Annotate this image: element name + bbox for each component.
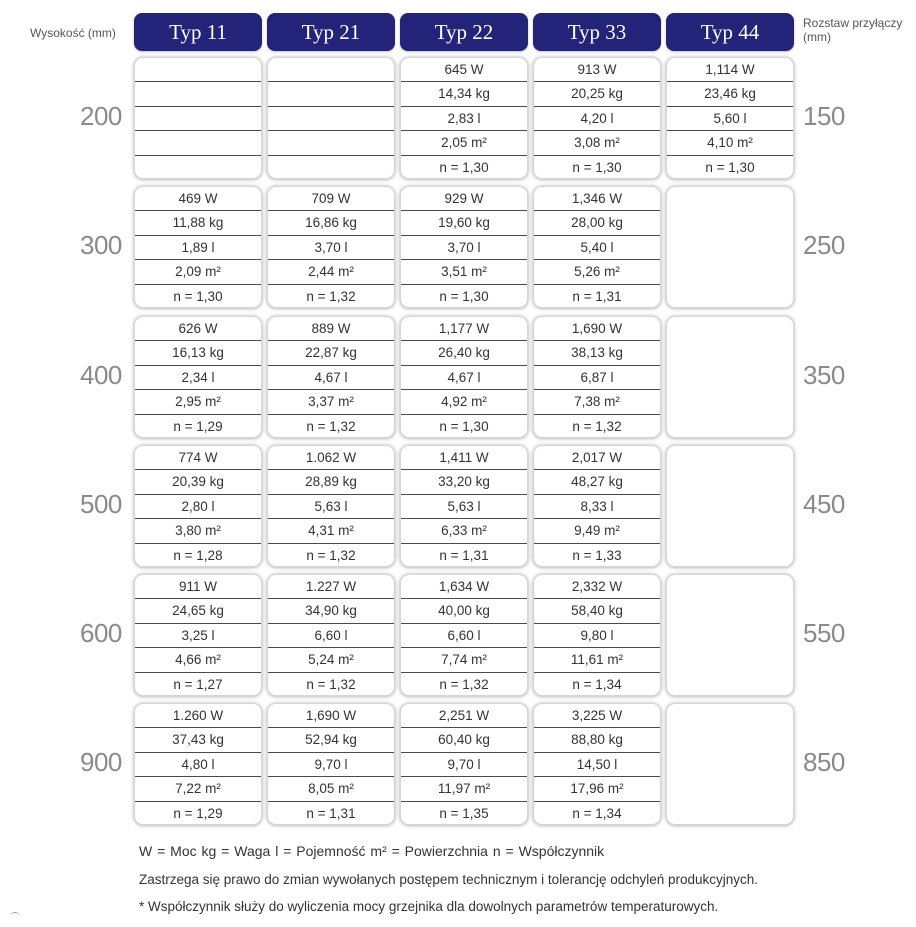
spec-value: n = 1,32: [439, 676, 489, 692]
height-label: 500: [80, 489, 122, 519]
spec-cell: [666, 186, 794, 308]
spec-value: 889 W: [268, 317, 394, 341]
spec-value: [667, 777, 793, 801]
spec-value: 5,60 l: [667, 107, 793, 131]
spec-value: 2,80 l: [135, 495, 261, 519]
spec-value: 3,225 W: [534, 704, 660, 728]
spec-cell: [533, 57, 661, 179]
spec-cell: [134, 316, 262, 438]
spec-value: 913 W: [534, 58, 660, 82]
spec-value: n = 1,30: [439, 418, 489, 434]
spec-value: n = 1,33: [572, 547, 622, 563]
spec-value: [667, 519, 793, 543]
spec-cell: [267, 703, 395, 825]
spec-value: [667, 648, 793, 672]
spec-value: 3,51 m²: [401, 260, 527, 284]
spacing-label: 350: [803, 360, 845, 390]
spec-value: 52,94 kg: [268, 728, 394, 752]
spec-value: 1,177 W: [401, 317, 527, 341]
spec-value: 24,65 kg: [135, 599, 261, 623]
spec-value: 3,37 m²: [268, 390, 394, 414]
spec-value: 1.260 W: [135, 704, 261, 728]
spacing-label: 550: [803, 618, 845, 648]
spec-value: 20,39 kg: [135, 470, 261, 494]
spec-value: 3,80 m²: [135, 519, 261, 543]
spec-value: n = 1,29: [173, 805, 223, 821]
spec-value: [268, 131, 394, 155]
spec-value: 626 W: [135, 317, 261, 341]
spec-cell: [400, 574, 528, 696]
spec-value: 2,05 m²: [401, 131, 527, 155]
spec-value: [667, 415, 793, 438]
spec-value: [667, 236, 793, 260]
spec-value: 2,251 W: [401, 704, 527, 728]
spec-value: n = 1,30: [173, 288, 223, 304]
spec-cell: [400, 445, 528, 567]
spec-value: 3,08 m²: [534, 131, 660, 155]
spec-value: n = 1,31: [572, 288, 622, 304]
spec-value: [667, 599, 793, 623]
spec-value: [268, 107, 394, 131]
spec-value: [667, 495, 793, 519]
spec-value: 7,22 m²: [135, 777, 261, 801]
spec-value: 1,690 W: [268, 704, 394, 728]
spec-cell: [267, 57, 395, 179]
spec-value: [667, 470, 793, 494]
spec-value: [667, 728, 793, 752]
height-label: 600: [80, 618, 122, 648]
spec-value: 28,00 kg: [534, 211, 660, 235]
spec-value: n = 1,32: [572, 418, 622, 434]
spec-value: n = 1,30: [572, 159, 622, 175]
spacing-label: 850: [803, 747, 845, 777]
spec-value: 14,50 l: [534, 753, 660, 777]
spec-value: 5,40 l: [534, 236, 660, 260]
spec-value: 37,43 kg: [135, 728, 261, 752]
spec-cell: [533, 445, 661, 567]
spec-value: [667, 575, 793, 599]
spec-value: [135, 82, 261, 106]
spec-value: 20,25 kg: [534, 82, 660, 106]
spec-value: [135, 131, 261, 155]
spacing-label: 450: [803, 489, 845, 519]
spec-value: [667, 544, 793, 567]
spec-value: [268, 156, 394, 179]
spec-value: [135, 58, 261, 82]
spec-value: n = 1,27: [173, 676, 223, 692]
spec-value: 16,13 kg: [135, 341, 261, 365]
spec-cell: [134, 703, 262, 825]
type-header-2: Typ 21: [267, 13, 395, 51]
spec-value: [667, 446, 793, 470]
spec-cell: [666, 316, 794, 438]
spec-value: [667, 260, 793, 284]
spec-cell: [134, 445, 262, 567]
type-header-4: Typ 33: [533, 13, 661, 51]
spec-cell: [533, 703, 661, 825]
spec-value: 2,09 m²: [135, 260, 261, 284]
spec-value: 5,63 l: [268, 495, 394, 519]
spec-value: 774 W: [135, 446, 261, 470]
spec-value: 9,49 m²: [534, 519, 660, 543]
spec-value: 4,31 m²: [268, 519, 394, 543]
height-label: 200: [80, 101, 122, 131]
spacing-label: 150: [803, 101, 845, 131]
spec-cell: [134, 574, 262, 696]
coefficient-note: * Współczynnik służy do wyliczenia mocy grzejnika dla dowolnych parametrów temperaturowych.: [139, 899, 719, 914]
spec-value: 1,346 W: [534, 187, 660, 211]
spec-value: 9,80 l: [534, 624, 660, 648]
spacing-label: 250: [803, 230, 845, 260]
spec-value: [135, 156, 261, 179]
spec-cell: [666, 57, 794, 179]
spec-value: n = 1,32: [306, 547, 356, 563]
spacing-column-header: Rozstaw przyłączy (mm): [803, 16, 903, 44]
spec-cell: [533, 316, 661, 438]
spec-value: 2,332 W: [534, 575, 660, 599]
spec-value: n = 1,32: [306, 288, 356, 304]
spec-value: 19,60 kg: [401, 211, 527, 235]
spec-value: [667, 704, 793, 728]
spec-cell: [400, 57, 528, 179]
type-header-5: Typ 44: [666, 13, 794, 51]
spec-value: 16,86 kg: [268, 211, 394, 235]
spec-cell: [134, 57, 262, 179]
spec-value: 34,90 kg: [268, 599, 394, 623]
spec-value: 5,24 m²: [268, 648, 394, 672]
disclaimer-note: Zastrzega się prawo do zmian wywołanych postępem technicznym i tolerancję odchyleń produkcyjnych.: [139, 872, 759, 887]
type-header-3: Typ 22: [400, 13, 528, 51]
spec-value: [667, 341, 793, 365]
spec-cell: [400, 703, 528, 825]
height-label: 900: [80, 747, 122, 777]
spec-value: 8,05 m²: [268, 777, 394, 801]
spec-value: 11,97 m²: [401, 777, 527, 801]
spec-value: 5,63 l: [401, 495, 527, 519]
spec-value: 1,690 W: [534, 317, 660, 341]
spec-value: n = 1,31: [306, 805, 356, 821]
spec-value: [667, 317, 793, 341]
spec-value: n = 1,31: [439, 547, 489, 563]
spec-value: [268, 82, 394, 106]
height-label: 400: [80, 360, 122, 390]
spec-cell: [533, 574, 661, 696]
spec-value: 1,114 W: [667, 58, 793, 82]
spec-value: 22,87 kg: [268, 341, 394, 365]
spec-value: 9,70 l: [401, 753, 527, 777]
spec-cell: [400, 186, 528, 308]
spec-value: [667, 366, 793, 390]
spec-value: [667, 624, 793, 648]
spec-value: 4,10 m²: [667, 131, 793, 155]
spec-value: [667, 285, 793, 308]
spec-value: 6,60 l: [401, 624, 527, 648]
spec-value: 38,13 kg: [534, 341, 660, 365]
spec-value: 4,20 l: [534, 107, 660, 131]
spec-cell: [533, 186, 661, 308]
spec-value: [667, 211, 793, 235]
spec-cell: [267, 316, 395, 438]
spec-value: [667, 673, 793, 696]
spec-value: 11,88 kg: [135, 211, 261, 235]
spec-value: n = 1,30: [439, 288, 489, 304]
spec-cell: [666, 703, 794, 825]
spec-value: 4,80 l: [135, 753, 261, 777]
spec-cell: [267, 186, 395, 308]
spec-value: 3,25 l: [135, 624, 261, 648]
spec-value: n = 1,30: [439, 159, 489, 175]
spec-value: 5,26 m²: [534, 260, 660, 284]
spec-value: [667, 802, 793, 825]
spec-value: 1.062 W: [268, 446, 394, 470]
spec-value: 48,27 kg: [534, 470, 660, 494]
spec-value: 709 W: [268, 187, 394, 211]
corner-mark: [10, 912, 20, 919]
spec-value: 33,20 kg: [401, 470, 527, 494]
spec-value: 26,40 kg: [401, 341, 527, 365]
spec-value: 911 W: [135, 575, 261, 599]
spec-value: 58,40 kg: [534, 599, 660, 623]
spec-value: 11,61 m²: [534, 648, 660, 672]
spec-value: 6,87 l: [534, 366, 660, 390]
spec-value: 7,38 m²: [534, 390, 660, 414]
spec-value: 2,44 m²: [268, 260, 394, 284]
spec-value: 4,67 l: [401, 366, 527, 390]
spec-value: 2,83 l: [401, 107, 527, 131]
spec-value: 2,95 m²: [135, 390, 261, 414]
spec-value: [667, 753, 793, 777]
height-column-header: Wysokość (mm): [30, 26, 116, 40]
spec-cell: [400, 316, 528, 438]
spec-value: [268, 58, 394, 82]
spec-value: 88,80 kg: [534, 728, 660, 752]
spec-value: 60,40 kg: [401, 728, 527, 752]
spec-value: 2,017 W: [534, 446, 660, 470]
spec-value: 929 W: [401, 187, 527, 211]
height-label: 300: [80, 230, 122, 260]
spec-value: n = 1,28: [173, 547, 223, 563]
legend: W = Moc kg = Waga l = Pojemność m² = Powierzchnia n = Współczynnik: [139, 843, 605, 859]
spec-value: 645 W: [401, 58, 527, 82]
spec-value: n = 1,34: [572, 676, 622, 692]
spec-value: 4,92 m²: [401, 390, 527, 414]
spec-value: 17,96 m²: [534, 777, 660, 801]
spec-value: 1,411 W: [401, 446, 527, 470]
spec-value: 3,70 l: [268, 236, 394, 260]
spec-value: 1.227 W: [268, 575, 394, 599]
spec-value: 4,67 l: [268, 366, 394, 390]
spec-value: [667, 187, 793, 211]
spec-value: n = 1,32: [306, 418, 356, 434]
spec-cell: [666, 574, 794, 696]
spec-value: 2,34 l: [135, 366, 261, 390]
spec-value: 1,89 l: [135, 236, 261, 260]
spec-value: 4,66 m²: [135, 648, 261, 672]
spec-value: [667, 390, 793, 414]
spec-value: 9,70 l: [268, 753, 394, 777]
spec-value: n = 1,30: [705, 159, 755, 175]
spec-value: 1,634 W: [401, 575, 527, 599]
spec-value: 469 W: [135, 187, 261, 211]
spec-value: n = 1,35: [439, 805, 489, 821]
spec-value: n = 1,29: [173, 418, 223, 434]
spec-value: 40,00 kg: [401, 599, 527, 623]
spec-value: [135, 107, 261, 131]
spec-cell: [134, 186, 262, 308]
spec-cell: [267, 445, 395, 567]
type-header-1: Typ 11: [134, 13, 262, 51]
spec-value: 8,33 l: [534, 495, 660, 519]
spec-value: 3,70 l: [401, 236, 527, 260]
spec-value: 14,34 kg: [401, 82, 527, 106]
spec-value: 6,60 l: [268, 624, 394, 648]
spec-value: 23,46 kg: [667, 82, 793, 106]
spec-cell: [267, 574, 395, 696]
spec-value: 6,33 m²: [401, 519, 527, 543]
spec-value: n = 1,32: [306, 676, 356, 692]
spec-value: n = 1,34: [572, 805, 622, 821]
spec-cell: [666, 445, 794, 567]
spec-value: 28,89 kg: [268, 470, 394, 494]
spec-value: 7,74 m²: [401, 648, 527, 672]
